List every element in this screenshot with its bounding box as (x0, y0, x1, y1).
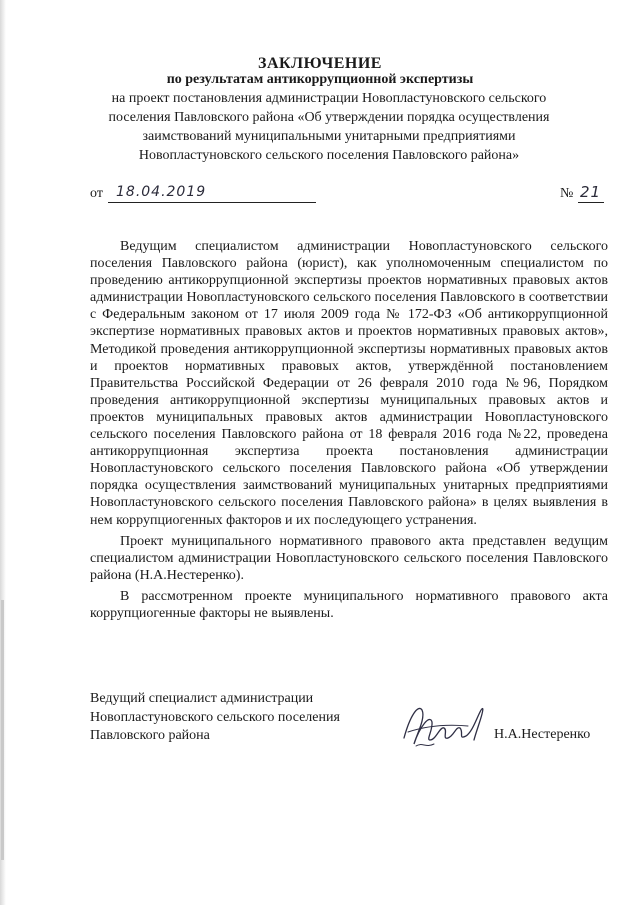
number-label: № (560, 186, 574, 201)
handwritten-signature (396, 696, 496, 756)
signatory-name: Н.А.Нестеренко (494, 727, 591, 742)
date-value: 18.04.2019 (116, 184, 207, 200)
scan-edge-shadow (0, 0, 6, 905)
number-value: 21 (580, 183, 602, 201)
document-subject: на проект постановления администрации Новопластуновского сельского поселения Павловского района «Об утверждении порядка осуществления заимствований муниципальными унитарными предприятиями Новопластуновского сельского поселения Павловского района» (108, 91, 550, 163)
signature-position-line: Ведущий специалист администрации (90, 691, 314, 706)
paragraph-submitted: Проект муниципального нормативного правового акта представлен ведущим специалистом администрации Новопластуновского сельского поселения Павловского района (Н.А.Нестеренко). (90, 533, 608, 583)
date-number-row (90, 182, 602, 208)
signature-position (90, 690, 340, 746)
document-title: ЗАКЛЮЧЕНИЕ (258, 55, 382, 72)
date-prefix: от (90, 186, 103, 201)
date-underline (108, 202, 316, 203)
paragraph-main: Ведущим специалистом администрации Новопластуновского сельского поселения Павловского района (юрист), как уполномоченным специалистом по проведению антикоррупционной экспертизы проектов нормативных правовых актов администрации Новопластуновского сельского поселения Павловского в соответствии с Федеральным законом от 17 июля 2009 года № 172-ФЗ «Об антикоррупционной экспертизе нормативных правовых актов и проектов нормативных правовых актов», Методикой проведения антикоррупционной экспертизы нормативных правовых актов и проектов нормативных правовых актов, утверждённой постановлением Правительства Российской Федерации от 26 февраля 2010 года №96, Порядком проведения антикоррупционной экспертизы муниципальных правовых актов и проектов муниципальных правовых актов администрации Новопластуновского сельского поселения Павловского района от 18 февраля 2016 года №22, проведена антикоррупционная экспертиза проекта постановления администрации Новопластуновского сельского поселения Павловского района «Об утверждении порядка осуществления заимствований муниципальных унитарных предприятиями Новопластуновского сельского поселения Павловского района» в целях выявления в нем коррупциогенных факторов и их последующего устранения. (90, 239, 608, 528)
signature-position-line: Павловского района (90, 728, 210, 743)
document-body (90, 238, 608, 626)
number-underline (578, 202, 604, 203)
signature-position-line: Новопластуновского сельского поселения (90, 709, 340, 725)
document-subtitle: по результатам антикоррупционной экспертизы (166, 72, 474, 87)
paragraph-conclusion: В рассмотренном проекте муниципального нормативного правового акта коррупциогенные факторы не выявлены. (90, 588, 608, 621)
